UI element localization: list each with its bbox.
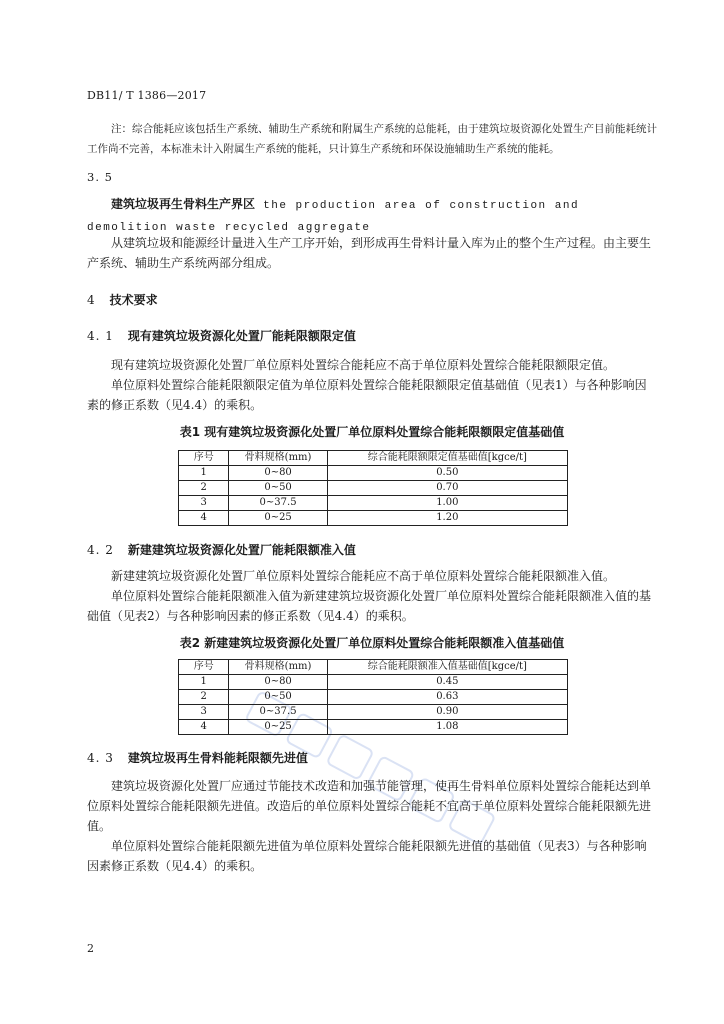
table-1-row (179, 496, 568, 511)
table-2-cell-value: 0.63 (327, 690, 567, 705)
table-2-cell-value: 0.45 (327, 675, 567, 690)
clause-4-2-paragraph-1: 新建建筑垃圾资源化处置厂单位原料处置综合能耗应不高于单位原料处置综合能耗限额准入值。 (111, 569, 616, 583)
table-1-cell-spec: 0~25 (229, 511, 327, 526)
table-2-cell-spec: 0~50 (229, 690, 327, 705)
table-2-row (179, 720, 568, 735)
clause-4-3-title: 建筑垃圾再生骨料能耗限额先进值 (127, 751, 308, 765)
term-definition: 从建筑垃圾和能源经计量进入生产工序开始，到形成再生骨料计量入库为止的整个生产过程。由主要生产系统、辅助生产系统两部分组成。 (87, 236, 652, 270)
table-1-row (179, 466, 568, 481)
table-2-caption: 表2 新建建筑垃圾资源化处置厂单位原料处置综合能耗限额准入值基础值 (179, 636, 565, 650)
table-2-cell-value: 0.90 (327, 705, 567, 720)
table-1-cell-index: 4 (179, 511, 229, 526)
clause-4-2-number: 4. 2 (87, 543, 114, 557)
term-entry (87, 194, 657, 238)
table-2-header-row (179, 660, 568, 675)
table-1-cell-value: 0.50 (327, 466, 567, 481)
section-4-number: 4 (87, 293, 96, 307)
table-1-header-spec: 骨料规格(mm) (229, 451, 327, 466)
table-1-cell-spec: 0~37.5 (229, 496, 327, 511)
table-2 (178, 659, 568, 735)
section-4-heading (87, 291, 657, 308)
table-2-body (179, 675, 568, 735)
table-1-cell-value: 0.70 (327, 481, 567, 496)
page-number: 2 (87, 942, 94, 955)
clause-3-5-number: 3. 5 (87, 170, 113, 184)
table-2-cell-spec: 0~25 (229, 720, 327, 735)
table-1-row (179, 481, 568, 496)
table-1-row (179, 511, 568, 526)
table-2-cell-index: 4 (179, 720, 229, 735)
table-1-header-index: 序号 (179, 451, 229, 466)
table-2-cell-value: 1.08 (327, 720, 567, 735)
clause-4-3-number: 4. 3 (87, 751, 114, 765)
note-paragraph: 注：综合能耗应该包括生产系统、辅助生产系统和附属生产系统的总能耗，由于建筑垃圾资源化处置生产目前能耗统计工作尚不完善，本标准未计入附属生产系统的能耗，只计算生产系统和环保设施辅助生产系统的能耗。 (87, 123, 657, 155)
table-1-cell-value: 1.00 (327, 496, 567, 511)
table-2-header-index: 序号 (179, 660, 229, 675)
table-2-cell-index: 2 (179, 690, 229, 705)
table-1-header-row (179, 451, 568, 466)
running-header: DB11/ T 1386—2017 (87, 89, 207, 102)
table-1-cell-index: 2 (179, 481, 229, 496)
section-4-title: 技术要求 (109, 293, 158, 307)
term-chinese: 建筑垃圾再生骨料生产界区 (111, 197, 256, 211)
table-1-body (179, 466, 568, 526)
clause-4-2-paragraph-2: 单位原料处置综合能耗限额准入值为新建建筑垃圾资源化处置厂单位原料处置综合能耗限额准入值的基础值（见表2）与各种影响因素的修正系数（见4.4）的乘积。 (87, 589, 652, 623)
clause-4-1-heading (87, 327, 657, 344)
table-1-caption: 表1 现有建筑垃圾资源化处置厂单位原料处置综合能耗限额限定值基础值 (179, 425, 565, 439)
table-1-cell-index: 1 (179, 466, 229, 481)
clause-4-1-paragraph-2: 单位原料处置综合能耗限额限定值为单位原料处置综合能耗限额限定值基础值（见表1）与各种影响因素的修正系数（见4.4）的乘积。 (87, 378, 647, 412)
term-english: the production area of construction and demolition waste recycled aggregate (87, 200, 580, 234)
table-1-cell-value: 1.20 (327, 511, 567, 526)
table-2-cell-index: 1 (179, 675, 229, 690)
clause-4-3-paragraph-1: 建筑垃圾资源化处置厂应通过节能技术改造和加强节能管理，使再生骨料单位原料处置综合能耗达到单位原料处置综合能耗限额先进值。改造后的单位原料处置综合能耗不宜高于单位原料处置综合能耗限额先进值。 (87, 779, 652, 833)
table-2-row (179, 705, 568, 720)
clause-4-1-title: 现有建筑垃圾资源化处置厂能耗限额限定值 (127, 329, 356, 343)
clause-4-3-heading (87, 749, 657, 766)
table-1-cell-spec: 0~50 (229, 481, 327, 496)
table-2-cell-index: 3 (179, 705, 229, 720)
table-2-header-value: 综合能耗限额准入值基础值[kgce/t] (327, 660, 567, 675)
table-1-cell-index: 3 (179, 496, 229, 511)
table-1-cell-spec: 0~80 (229, 466, 327, 481)
clause-4-1-paragraph-1: 现有建筑垃圾资源化处置厂单位原料处置综合能耗应不高于单位原料处置综合能耗限额限定值。 (111, 358, 616, 372)
table-2-row (179, 690, 568, 705)
table-2-header-spec: 骨料规格(mm) (229, 660, 327, 675)
table-2-cell-spec: 0~37.5 (229, 705, 327, 720)
clause-4-2-heading (87, 541, 657, 558)
table-1-header-value: 综合能耗限额限定值基础值[kgce/t] (327, 451, 567, 466)
table-1 (178, 450, 568, 526)
clause-4-2-title: 新建建筑垃圾资源化处置厂能耗限额准入值 (127, 543, 356, 557)
table-2-row (179, 675, 568, 690)
clause-4-3-paragraph-2: 单位原料处置综合能耗限额先进值为单位原料处置综合能耗限额先进值的基础值（见表3）与各种影响因素修正系数（见4.4）的乘积。 (87, 839, 647, 873)
clause-4-1-number: 4. 1 (87, 329, 114, 343)
table-2-cell-spec: 0~80 (229, 675, 327, 690)
